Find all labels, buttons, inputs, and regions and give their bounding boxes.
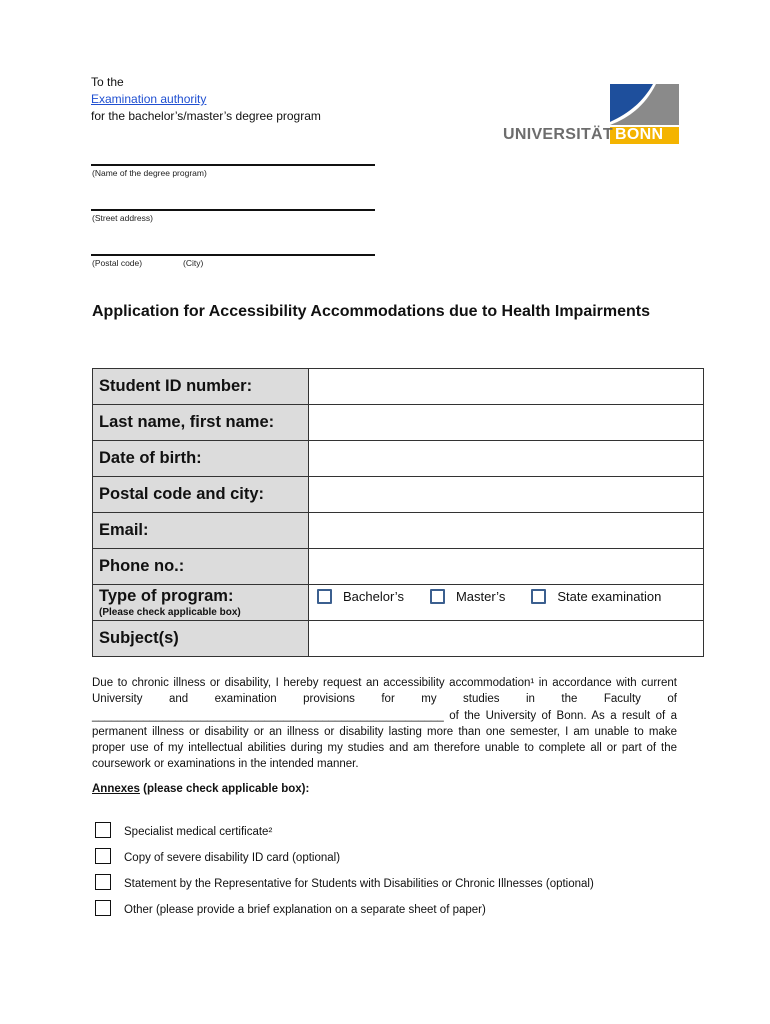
annexes-heading-title: Annexes xyxy=(92,783,140,795)
program-option-state-exam[interactable] xyxy=(531,589,661,604)
program-option-bachelor[interactable] xyxy=(317,589,404,604)
medical-certificate-checkbox[interactable] xyxy=(95,822,111,838)
postal-city-input[interactable] xyxy=(309,477,704,513)
program-option-master[interactable] xyxy=(430,589,505,604)
addressee-to: To the xyxy=(91,75,124,89)
addressee-program: for the bachelor’s/master’s degree program xyxy=(91,109,321,123)
program-type-options xyxy=(309,585,704,621)
applicant-details-table xyxy=(92,368,704,657)
program-type-label-cell xyxy=(93,585,309,621)
phone-input[interactable] xyxy=(309,549,704,585)
representative-statement-checkbox[interactable] xyxy=(95,874,111,890)
annex-item-other[interactable] xyxy=(95,904,486,916)
student-id-label: Student ID number: xyxy=(93,369,309,405)
program-type-label: Type of program: xyxy=(99,587,234,605)
logo-text-universitaet: UNIVERSITÄT xyxy=(503,126,613,143)
other-checkbox[interactable] xyxy=(95,900,111,916)
state-exam-label: State examination xyxy=(557,589,662,604)
annex-label: Other (please provide a brief explanation on a separate sheet of paper) xyxy=(124,904,486,916)
page-title: Application for Accessibility Accommodations due to Health Impairments xyxy=(92,303,651,320)
addressee-block xyxy=(91,74,321,125)
email-input[interactable] xyxy=(309,513,704,549)
annexes-heading xyxy=(92,783,309,795)
annexes-heading-hint: (please check applicable box): xyxy=(139,783,310,795)
degree-program-line[interactable] xyxy=(91,164,375,166)
street-address-line[interactable] xyxy=(91,209,375,211)
degree-program-caption: (Name of the degree program) xyxy=(92,168,207,178)
street-address-caption: (Street address) xyxy=(92,213,153,223)
program-type-hint: (Please check applicable box) xyxy=(99,607,241,618)
bachelor-label: Bachelor’s xyxy=(343,589,404,604)
dob-input[interactable] xyxy=(309,441,704,477)
phone-label: Phone no.: xyxy=(93,549,309,585)
email-label: Email: xyxy=(93,513,309,549)
subjects-label: Subject(s) xyxy=(93,621,309,657)
table-row xyxy=(93,477,704,513)
table-row xyxy=(93,405,704,441)
name-input[interactable] xyxy=(309,405,704,441)
dob-label: Date of birth: xyxy=(93,441,309,477)
annex-label: Specialist medical certificate² xyxy=(124,826,273,838)
annex-label: Copy of severe disability ID card (optional) xyxy=(124,852,341,864)
master-checkbox[interactable] xyxy=(430,589,445,604)
student-id-input[interactable] xyxy=(309,369,704,405)
logo-text-bonn: BONN xyxy=(615,126,664,143)
master-label: Master’s xyxy=(455,589,506,604)
postal-code-caption: (Postal code) xyxy=(92,258,143,268)
annex-label: Statement by the Representative for Students with Disabilities or Chronic Illnesses (optional) xyxy=(124,878,594,890)
table-row xyxy=(93,369,704,405)
annex-item-disability-id[interactable] xyxy=(95,852,340,864)
postal-city-line[interactable] xyxy=(91,254,375,256)
request-paragraph: Due to chronic illness or disability, I hereby request an accessibility accommodation¹ in accordance with current University and examination provisions for my studies in the Faculty of _______________________________________________________ of the University of Bonn. As a result of a permanent illness or disability or an illness or disability lasting more than one semester, I am unable to make proper use of my intellectual abilities during my studies and am therefore unable to complete all or part of the coursework or examinations in the intended manner. xyxy=(92,677,677,771)
disability-id-checkbox[interactable] xyxy=(95,848,111,864)
postal-city-label: Postal code and city: xyxy=(93,477,309,513)
state-exam-checkbox[interactable] xyxy=(531,589,546,604)
table-row xyxy=(93,585,704,621)
table-row xyxy=(93,621,704,657)
annex-item-representative-statement[interactable] xyxy=(95,878,594,890)
name-label: Last name, first name: xyxy=(93,405,309,441)
bachelor-checkbox[interactable] xyxy=(317,589,332,604)
examination-authority-link[interactable]: Examination authority xyxy=(91,92,207,106)
city-caption: (City) xyxy=(183,258,204,268)
table-row xyxy=(93,441,704,477)
table-row xyxy=(93,549,704,585)
subjects-input[interactable] xyxy=(309,621,704,657)
university-bonn-logo xyxy=(503,84,679,146)
annex-item-medical-certificate[interactable] xyxy=(95,826,272,838)
table-row xyxy=(93,513,704,549)
